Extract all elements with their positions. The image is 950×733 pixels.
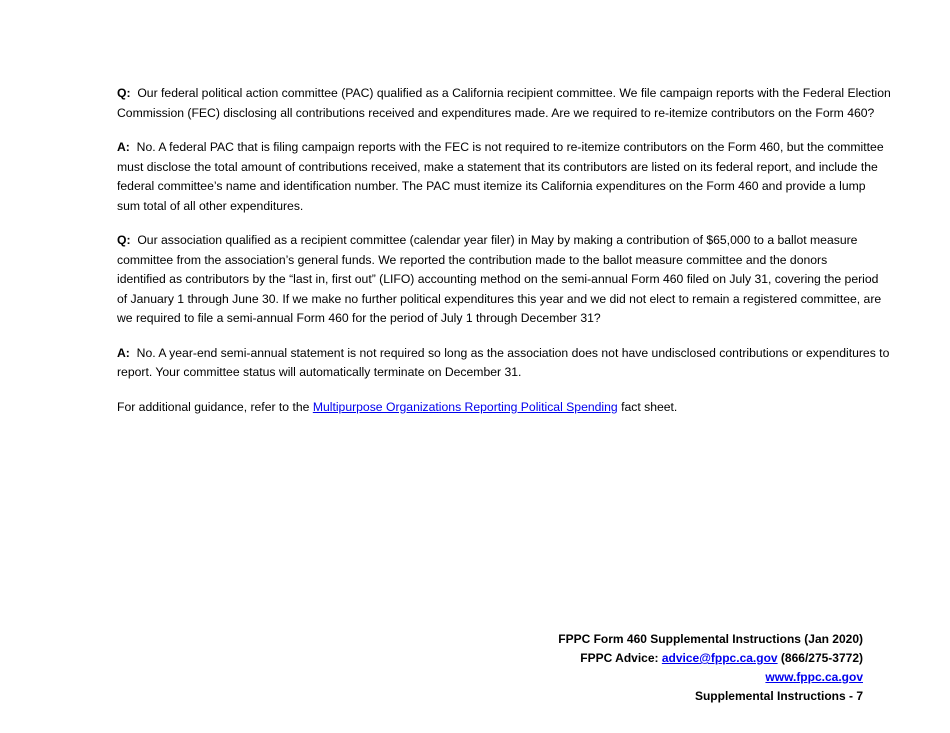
text-line: identified as contributors by the “last in, first out” (LIFO) accounting method on the semi-annual Form 460 filed on July 31, covering the period bbox=[117, 272, 879, 286]
q-label: Q: bbox=[117, 86, 131, 100]
page-footer bbox=[558, 630, 863, 706]
advice-label: FPPC Advice: bbox=[580, 651, 662, 665]
text-line: of January 1 through June 30. If we make no further political expenditures this year and we did not elect to remain a registered committee, are bbox=[117, 291, 882, 306]
a-label: A: bbox=[117, 345, 130, 360]
question-2 bbox=[117, 231, 917, 329]
text-line: Commission (FEC) disclosing all contributions received and expenditures made. Are we required to re-itemize contributors on the Form 460? bbox=[117, 105, 875, 120]
guidance-text-end: fact sheet. bbox=[617, 399, 678, 414]
text-line: committee from the association’s general funds. We reported the contribution made to the ballot measure committee and the donors bbox=[117, 252, 828, 267]
guidance-paragraph bbox=[117, 398, 917, 418]
text-line: Our association qualified as a recipient committee (calendar year filer) in May by making a contribution of $65,000 to a ballot measure bbox=[137, 233, 858, 247]
footer-title: FPPC Form 460 Supplemental Instructions (Jan 2020) bbox=[558, 632, 863, 646]
page-number: Supplemental Instructions - 7 bbox=[694, 689, 863, 703]
text-line: No. A federal PAC that is filing campaign reports with the FEC is not required to re-itemize contributors on the Form 460, but the committee bbox=[136, 140, 884, 154]
text-line: No. A year-end semi-annual statement is not required so long as the association does not have undisclosed contributions or expenditures to bbox=[136, 345, 890, 360]
footer-advice bbox=[558, 649, 863, 668]
text-line: must disclose the total amount of contributions received, make a statement that its contributors are listed on its federal report, and include the bbox=[117, 159, 878, 174]
text-line: Our federal political action committee (PAC) qualified as a California recipient committee. We file campaign reports with the Federal Election bbox=[137, 86, 891, 100]
answer-2 bbox=[117, 344, 917, 383]
fact-sheet-link[interactable]: Multipurpose Organizations Reporting Political Spending bbox=[312, 399, 618, 414]
website-link[interactable]: www.fppc.ca.gov bbox=[765, 670, 863, 684]
question-1 bbox=[117, 84, 917, 123]
advice-phone: (866/275-3772) bbox=[777, 651, 863, 665]
text-line: report. Your committee status will automatically terminate on December 31. bbox=[117, 365, 522, 379]
text-line: federal committee’s name and identification number. The PAC must itemize its California expenditures on the Form 460 and provide a lump bbox=[117, 179, 866, 193]
document-body bbox=[117, 84, 917, 432]
answer-1 bbox=[117, 138, 917, 216]
guidance-text: For additional guidance, refer to the bbox=[117, 399, 313, 414]
text-line: we required to file a semi-annual Form 460 for the period of July 1 through December 31? bbox=[117, 311, 601, 325]
text-line: sum total of all other expenditures. bbox=[117, 198, 304, 213]
q-label: Q: bbox=[117, 233, 131, 247]
a-label: A: bbox=[117, 140, 130, 154]
advice-email-link[interactable]: advice@fppc.ca.gov bbox=[661, 651, 778, 665]
